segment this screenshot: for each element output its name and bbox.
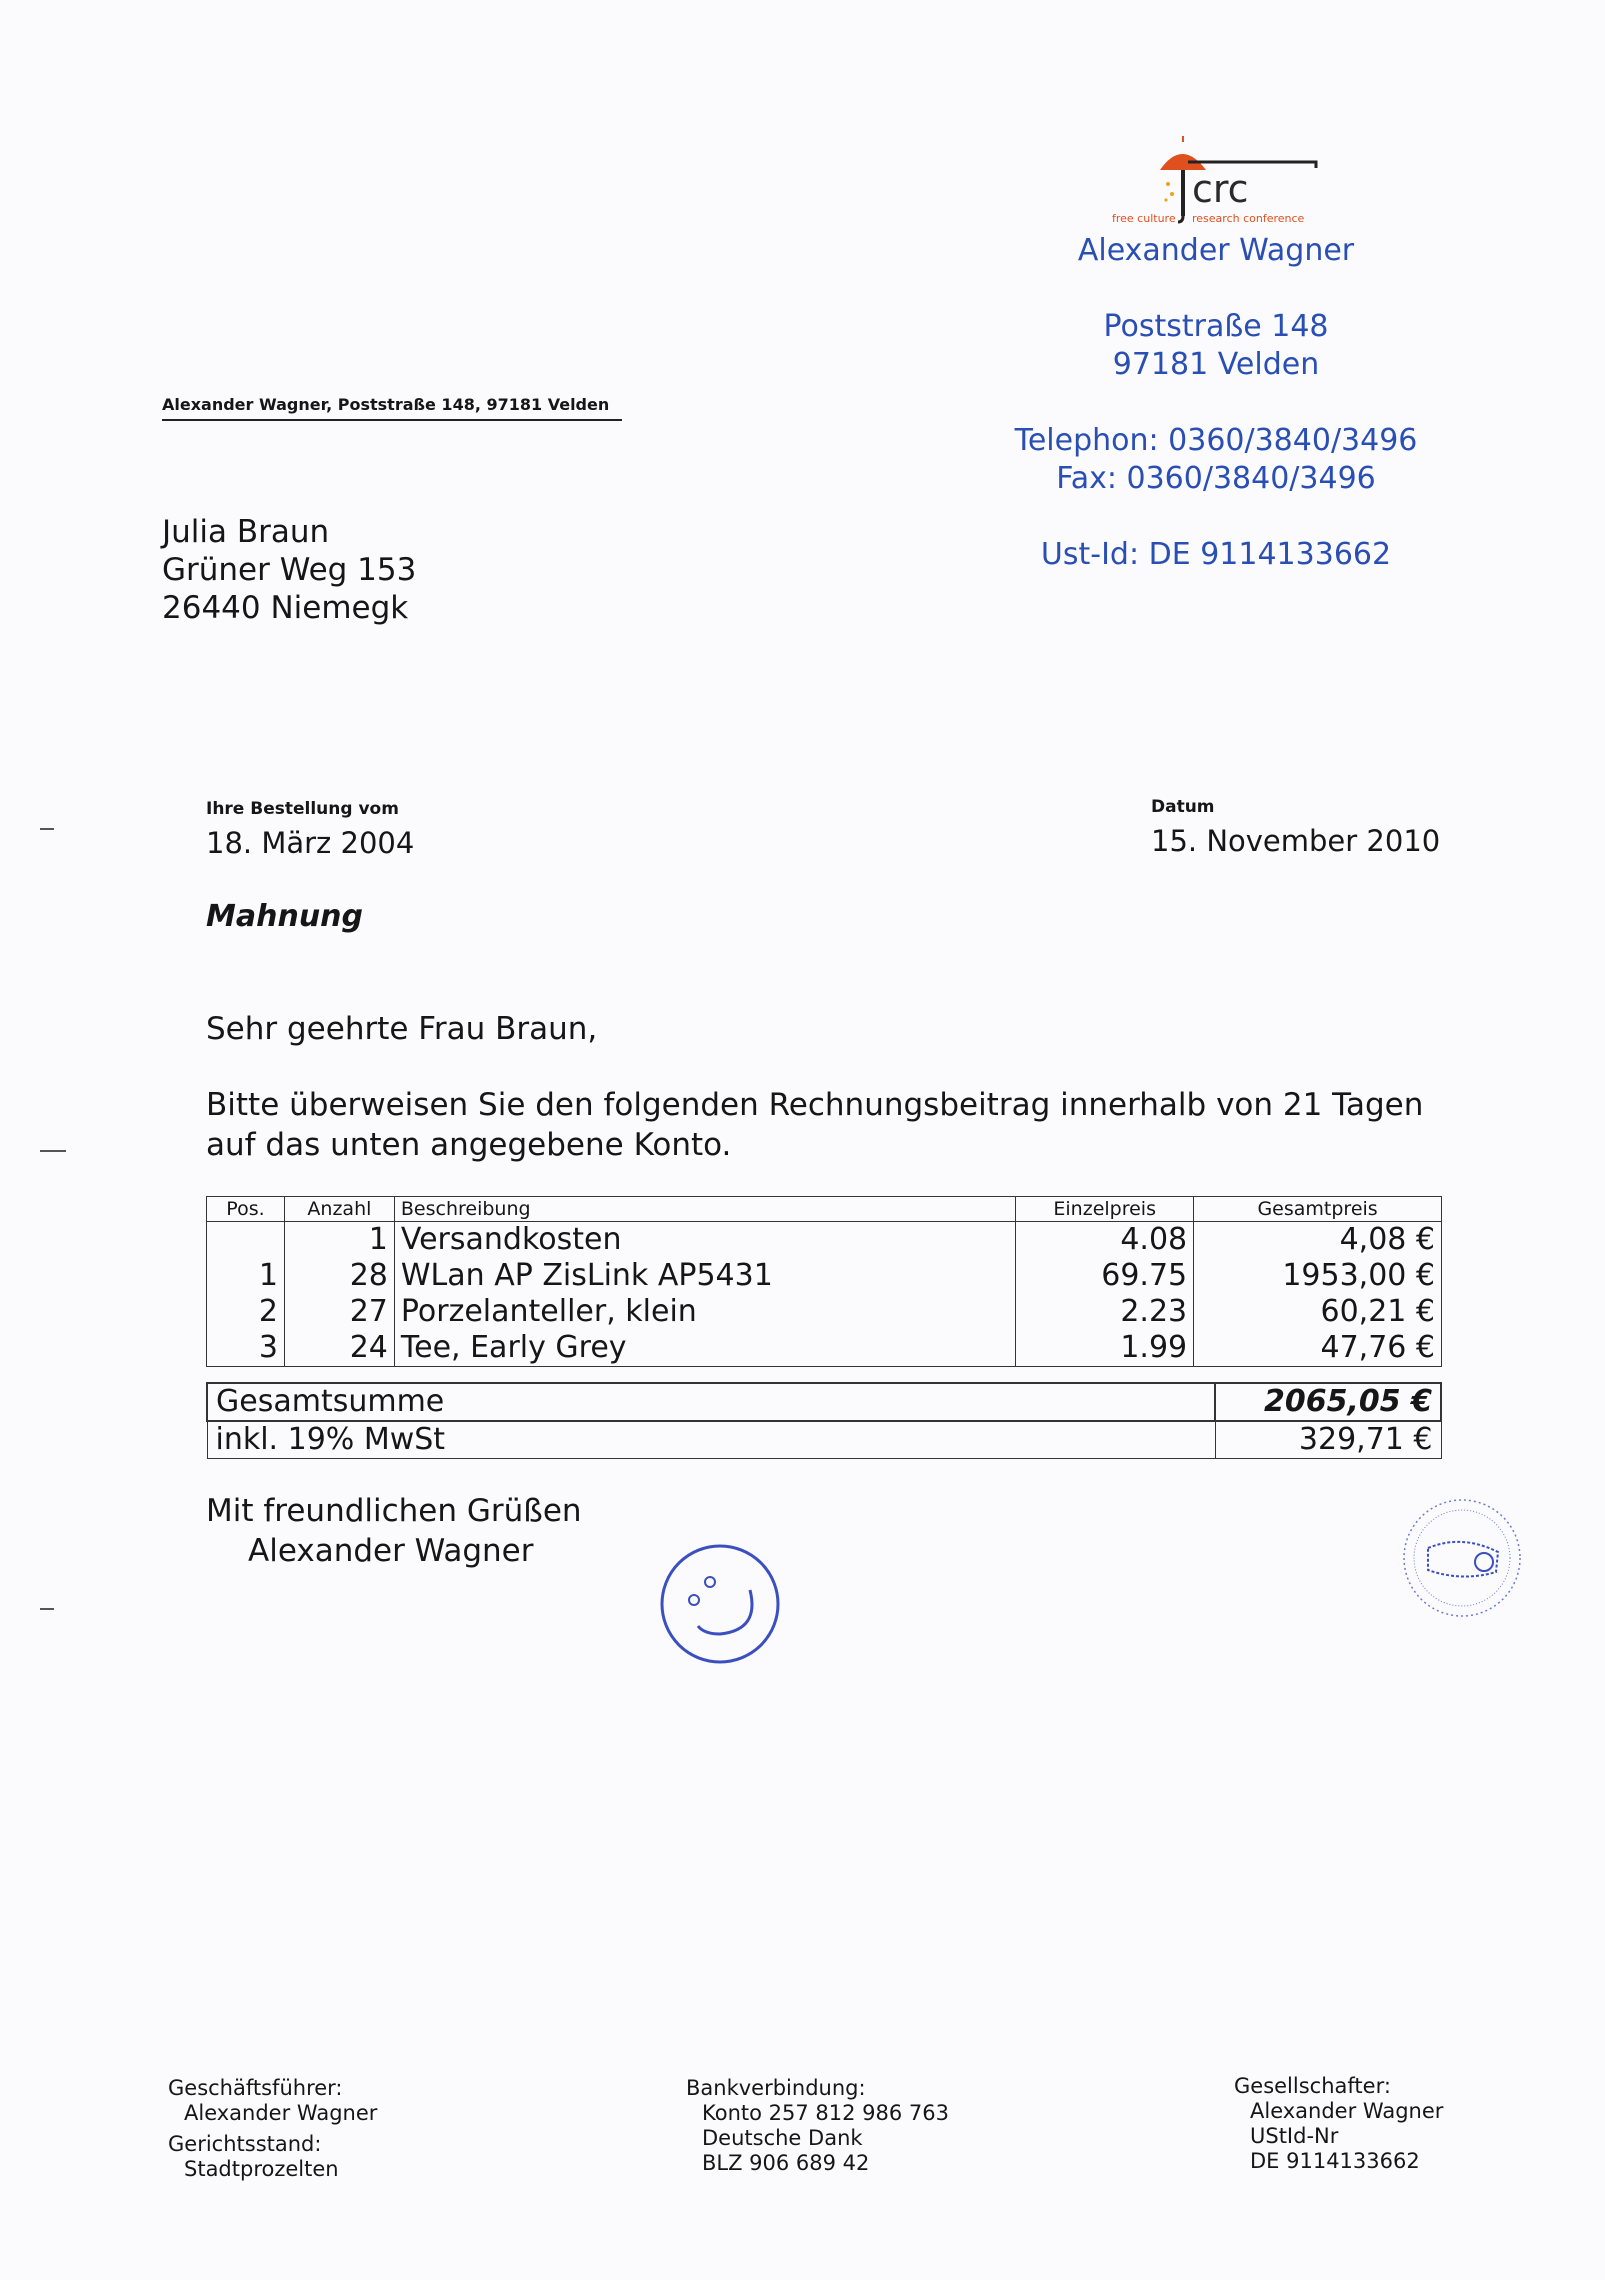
recipient-street: Grüner Weg 153 — [162, 552, 417, 588]
row-pos: 2 — [207, 1294, 285, 1330]
row-desc: Tee, Early Grey — [394, 1330, 1015, 1367]
recipient-address — [162, 513, 416, 627]
sender-city: 97181 Velden — [1112, 347, 1320, 382]
footer-value: DE 9114133662 — [1250, 2149, 1420, 2173]
signature-name: Alexander Wagner — [248, 1533, 534, 1569]
sender-phone: Telephon: 0360/3840/3496 — [1014, 423, 1418, 458]
footer-value: BLZ 906 689 42 — [702, 2151, 870, 2175]
subject-line: Mahnung — [206, 899, 364, 934]
header-desc: Beschreibung — [394, 1197, 1015, 1222]
fold-mark — [40, 1608, 54, 1610]
company-logo — [1108, 128, 1348, 228]
footer-value: UStId-Nr — [1250, 2124, 1339, 2148]
row-desc: Porzelanteller, klein — [394, 1294, 1015, 1330]
invoice-table — [206, 1196, 1442, 1367]
totals-table — [206, 1382, 1442, 1459]
footer-management — [168, 2076, 377, 2182]
date-label: Datum — [1151, 797, 1215, 817]
table-row — [207, 1330, 1442, 1367]
footer-value: Deutsche Dank — [702, 2126, 863, 2150]
footer-label: Bankverbindung: — [686, 2076, 866, 2100]
footer-partners — [1234, 2074, 1443, 2174]
row-qty: 27 — [284, 1294, 394, 1330]
recipient-name: Julia Braun — [162, 514, 330, 550]
smiley-stamp-icon — [658, 1542, 782, 1666]
header-total-price: Gesamtpreis — [1194, 1197, 1442, 1222]
sender-vat-id: Ust-Id: DE 9114133662 — [1040, 537, 1392, 572]
header-pos: Pos. — [207, 1197, 285, 1222]
vat-row — [207, 1421, 1441, 1459]
table-row — [207, 1222, 1442, 1259]
logo-acronym: crc — [1192, 167, 1249, 211]
header-qty: Anzahl — [284, 1197, 394, 1222]
closing-block — [206, 1491, 582, 1571]
footer-label: Gerichtsstand: — [168, 2132, 322, 2156]
row-total-price: 60,21 € — [1194, 1294, 1442, 1330]
recipient-city: 26440 Niemegk — [162, 590, 409, 626]
row-qty: 28 — [284, 1258, 394, 1294]
footer-value: Stadtprozelten — [184, 2157, 339, 2181]
row-pos: 3 — [207, 1330, 285, 1367]
row-desc: WLan AP ZisLink AP5431 — [394, 1258, 1015, 1294]
total-row — [207, 1383, 1441, 1421]
row-desc: Versandkosten — [394, 1222, 1015, 1259]
sender-name: Alexander Wagner — [1077, 233, 1355, 268]
order-date-label: Ihre Bestellung vom — [206, 799, 399, 819]
body-text: Bitte überweisen Sie den folgenden Rechnungsbeitrag innerhalb von 21 Tagen auf das unten angegebene Konto. — [206, 1087, 1424, 1163]
row-unit-price: 1.99 — [1016, 1330, 1194, 1367]
row-total-price: 4,08 € — [1194, 1222, 1442, 1259]
row-unit-price: 4.08 — [1016, 1222, 1194, 1259]
row-qty: 1 — [284, 1222, 394, 1259]
table-row — [207, 1294, 1442, 1330]
vat-value: 329,71 € — [1215, 1421, 1441, 1459]
table-row — [207, 1258, 1442, 1294]
row-unit-price: 69.75 — [1016, 1258, 1194, 1294]
total-label: Gesamtsumme — [207, 1383, 1215, 1421]
logo-tagline-left: free culture — [1112, 212, 1176, 225]
row-total-price: 47,76 € — [1194, 1330, 1442, 1367]
round-seal-stamp-icon — [1398, 1496, 1526, 1620]
total-value: 2065,05 € — [1215, 1383, 1441, 1421]
sender-street: Poststraße 148 — [1103, 309, 1329, 344]
logo-tagline-right: research conference — [1192, 212, 1305, 225]
row-pos — [207, 1222, 285, 1259]
footer-value: Alexander Wagner — [184, 2101, 378, 2125]
letter-date: 15. November 2010 — [1151, 824, 1441, 858]
punch-mark — [40, 1150, 66, 1152]
footer-label: Geschäftsführer: — [168, 2076, 343, 2100]
fold-mark — [40, 828, 54, 830]
row-pos: 1 — [207, 1258, 285, 1294]
sender-fax: Fax: 0360/3840/3496 — [1056, 461, 1376, 496]
return-address-line: Alexander Wagner, Poststraße 148, 97181 Velden — [162, 395, 622, 421]
footer-label: Gesellschafter: — [1234, 2074, 1391, 2098]
vat-label: inkl. 19% MwSt — [207, 1421, 1215, 1459]
footer-value: Konto 257 812 986 763 — [702, 2101, 949, 2125]
salutation: Sehr geehrte Frau Braun, — [206, 1011, 598, 1047]
header-unit-price: Einzelpreis — [1016, 1197, 1194, 1222]
footer-bank — [686, 2076, 949, 2176]
order-date: 18. März 2004 — [206, 826, 415, 860]
footer-value: Alexander Wagner — [1250, 2099, 1444, 2123]
row-total-price: 1953,00 € — [1194, 1258, 1442, 1294]
row-qty: 24 — [284, 1330, 394, 1367]
closing-text: Mit freundlichen Grüßen — [206, 1493, 582, 1529]
row-unit-price: 2.23 — [1016, 1294, 1194, 1330]
